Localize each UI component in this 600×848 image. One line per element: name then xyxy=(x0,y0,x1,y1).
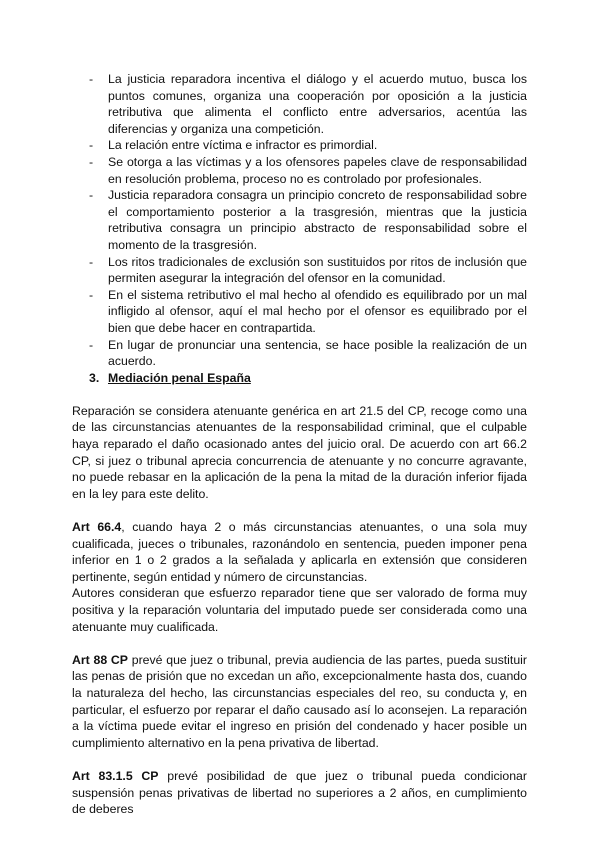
bullet-dash: - xyxy=(89,138,94,153)
list-item-text: Justicia reparadora consagra un principio concreto de responsabilidad sobre el comportamiento posterior a la trasgresión, mientras que la justicia retributiva consagra un principio abstracto de responsabilidad sobre el momento de la trasgresión. xyxy=(108,188,527,252)
list-item xyxy=(72,187,527,253)
paragraph-art-83-1-5: Art 83.1.5 CP prevé posibilidad de que juez o tribunal pueda condicionar suspensión penas privativas de libertad no superiores a 2 años, en cumplimiento de deberes xyxy=(72,768,527,817)
list-item xyxy=(72,337,527,370)
document-body xyxy=(72,71,527,818)
article-ref: Art 83.1.5 CP xyxy=(72,768,159,783)
paragraph-art-88: Art 88 CP prevé que juez o tribunal, previa audiencia de las partes, pueda sustituir las penas de prisión que no excedan un año, excepcionalmente hasta dos, cuando la naturaleza del hecho, las circunstancias especiales del reo, su conducta y, en particular, el esfuerzo por reparar el daño causado así lo aconsejen. La reparación a la víctima puede evitar el ingreso en prisión del condenado y hacer posible un cumplimiento alternativo en la pena privativa de libertad. xyxy=(72,652,527,750)
section-heading xyxy=(72,370,527,387)
bullet-dash: - xyxy=(89,287,94,302)
list-item-text: Se otorga a las víctimas y a los ofensores papeles clave de responsabilidad en resolución problema, proceso no es controlado por profesionales. xyxy=(108,154,527,186)
list-item-text: La relación entre víctima e infractor es primordial. xyxy=(108,138,378,153)
list-item-text: En lugar de pronunciar una sentencia, se hace posible la realización de un acuerdo. xyxy=(108,337,527,369)
list-item xyxy=(72,154,527,187)
article-ref: Art 88 CP xyxy=(72,652,128,667)
list-item-text: Los ritos tradicionales de exclusión son sustituidos por ritos de inclusión que permiten asegurar la integración del ofensor en la comunidad. xyxy=(108,254,527,286)
bullet-list xyxy=(72,71,527,370)
article-ref: Art 66.4 xyxy=(72,520,122,535)
list-item xyxy=(72,254,527,287)
list-item-text: En el sistema retributivo el mal hecho al ofendido es equilibrado por un mal infligido al ofensor, aquí el mal hecho por el ofensor es equilibrado por el bien que debe hacer en contrapartida. xyxy=(108,287,527,335)
paragraph-autores: Autores consideran que esfuerzo reparador tiene que ser valorado de forma muy positiva y la reparación voluntaria del imputado puede ser considerada como una atenuante muy cualificada. xyxy=(72,586,527,634)
bullet-dash: - xyxy=(89,72,94,86)
section-title: Mediación penal España xyxy=(108,370,251,385)
list-item xyxy=(72,71,527,137)
bullet-dash: - xyxy=(89,154,94,169)
list-item xyxy=(72,287,527,337)
paragraph-reparacion: Reparación se considera atenuante genérica en art 21.5 del CP, recoge como una de las circunstancias atenuantes de la responsabilidad criminal, que el culpable haya reparado el daño ocasionado antes del juicio oral. De acuerdo con art 66.2 CP, si juez o tribunal aprecia concurrencia de atenuante y no concurre agravante, no puede rebasar en la aplicación de la pena la mitad de la duración inferior fijada en la ley para este delito. xyxy=(72,403,527,501)
section-number: 3. xyxy=(89,370,100,385)
list-item-text: La justicia reparadora incentiva el diálogo y el acuerdo mutuo, busca los puntos comunes, organiza una cooperación por oposición a la justicia retributiva que alimenta el conflicto entre adversarios, acentúa las diferencias y organiza una competición. xyxy=(108,72,527,136)
bullet-dash: - xyxy=(89,188,94,203)
paragraph-art-66-4: Art 66.4, cuando haya 2 o más circunstancias atenuantes, o una sola muy cualificada, jueces o tribunales, razonándolo en sentencia, pueden imponer pena inferior en 1 o 2 grados a la señalada y aplicarla en extensión que consideren pertinente, según entidad y número de circunstancias. xyxy=(72,520,527,584)
bullet-dash: - xyxy=(89,254,94,269)
bullet-dash: - xyxy=(89,337,94,352)
list-item xyxy=(72,137,527,154)
